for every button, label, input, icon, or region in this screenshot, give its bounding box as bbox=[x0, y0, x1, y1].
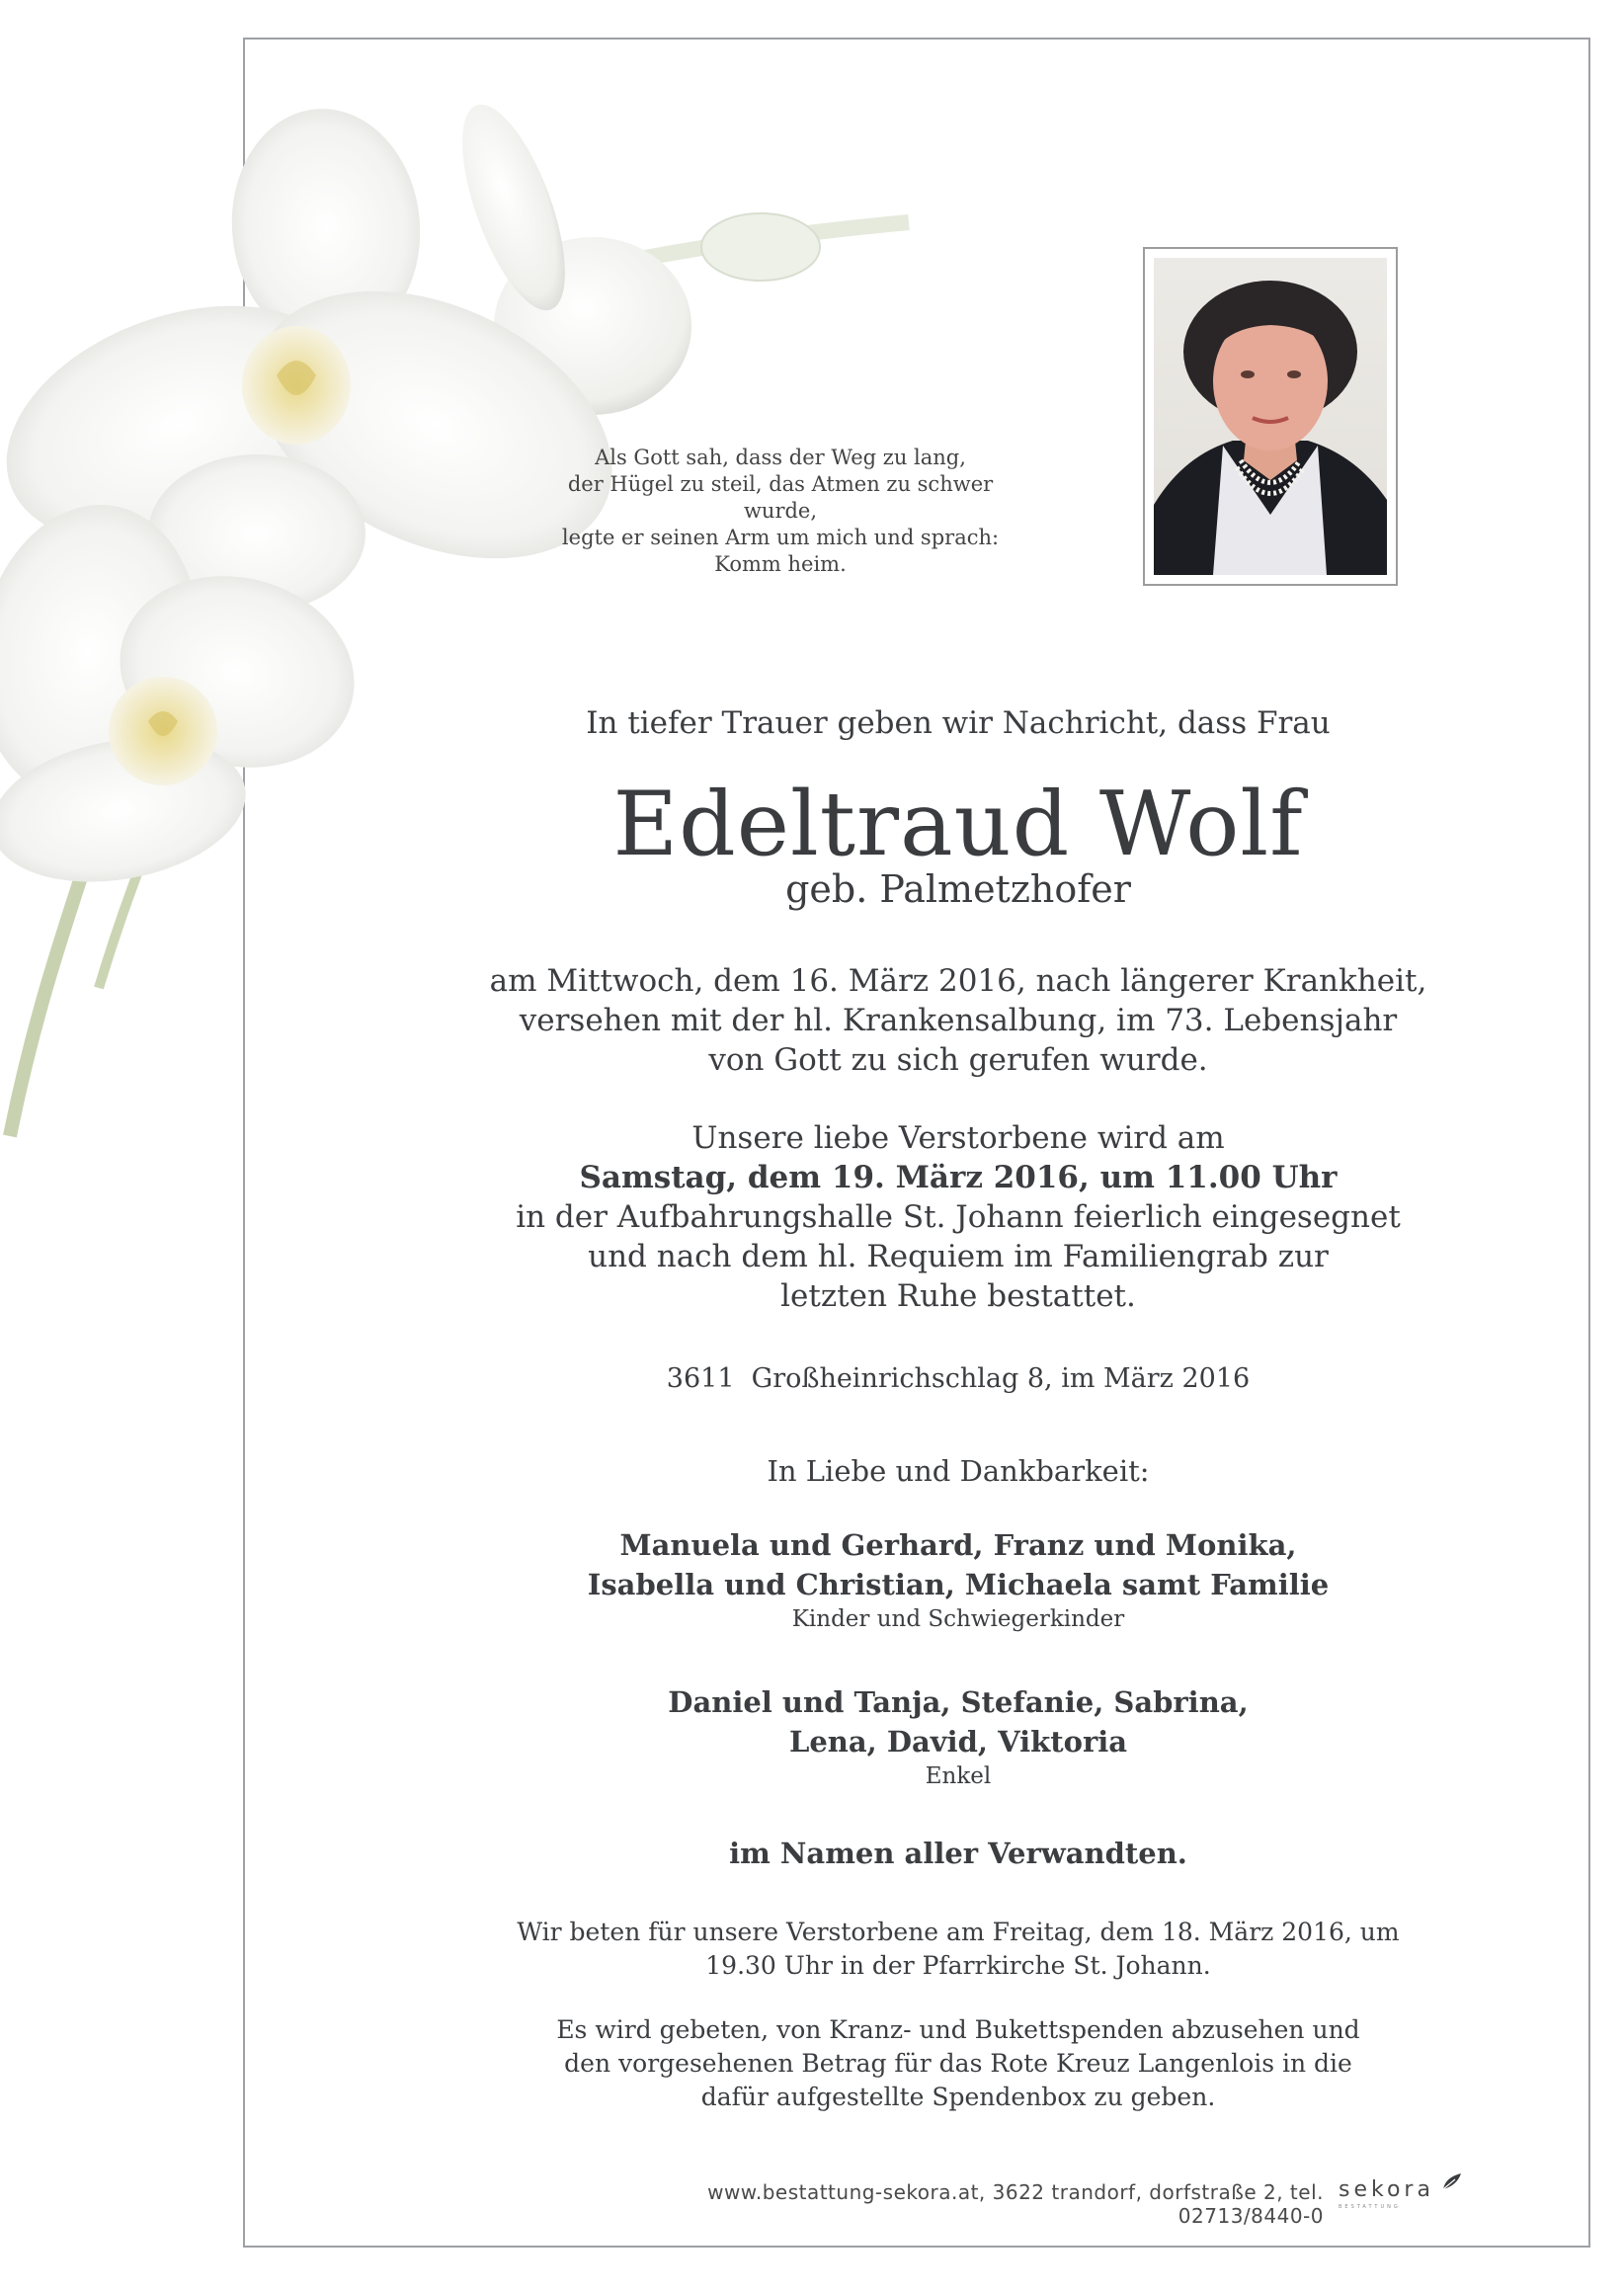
thanks-heading: In Liebe und Dankbarkeit: bbox=[767, 1454, 1150, 1488]
sekora-logo bbox=[1339, 2173, 1467, 2213]
poem-line: wurde, bbox=[743, 499, 818, 523]
logo-subtitle: BESTATTUNG bbox=[1339, 2204, 1401, 2210]
leaf-icon bbox=[1441, 2171, 1463, 2193]
donation-line: den vorgesehenen Betrag für das Rote Kreuz Langenlois in die bbox=[564, 2049, 1352, 2078]
grandchildren-role: Enkel bbox=[925, 1763, 992, 1789]
logo-word: sekora bbox=[1339, 2177, 1434, 2202]
footer-contact: www.bestattung-sekora.at, 3622 trandorf, dorfstraße 2, tel. 02713/8440-0 bbox=[707, 2180, 1324, 2228]
funeral-line: und nach dem hl. Requiem im Familiengrab zur bbox=[588, 1239, 1329, 1274]
relatives-line: im Namen aller Verwandten. bbox=[729, 1837, 1187, 1870]
prayer-notice bbox=[425, 1916, 1492, 1983]
poem-line: Als Gott sah, dass der Weg zu lang, bbox=[595, 446, 966, 469]
portrait-illustration bbox=[1154, 258, 1387, 575]
funeral-line: Unsere liebe Verstorbene wird am bbox=[691, 1120, 1225, 1156]
poem-line: Komm heim. bbox=[714, 552, 847, 576]
portrait-photo bbox=[1154, 258, 1387, 575]
poem-line: der Hügel zu steil, das Atmen zu schwer bbox=[567, 472, 994, 496]
deceased-name: Edeltraud Wolf bbox=[612, 773, 1304, 876]
death-line: versehen mit der hl. Krankensalbung, im 73. Lebensjahr bbox=[519, 1003, 1398, 1038]
portrait-photo-frame bbox=[1143, 247, 1398, 586]
death-line: am Mittwoch, dem 16. März 2016, nach längerer Krankheit, bbox=[489, 963, 1427, 999]
death-line: von Gott zu sich gerufen wurde. bbox=[708, 1042, 1208, 1078]
place-date: 3611 Großheinrichschlag 8, im März 2016 bbox=[666, 1363, 1251, 1394]
funeral-info bbox=[425, 1118, 1492, 1316]
funeral-line: letzten Ruhe bestattet. bbox=[780, 1278, 1136, 1314]
children-names: Isabella und Christian, Michaela samt Familie bbox=[587, 1568, 1330, 1601]
children-block bbox=[425, 1525, 1492, 1634]
poem-line: legte er seinen Arm um mich und sprach: bbox=[561, 526, 1000, 549]
poem bbox=[533, 445, 1027, 578]
donation-line: dafür aufgestellte Spendenbox zu geben. bbox=[700, 2083, 1216, 2111]
grandchildren-names: Daniel und Tanja, Stefanie, Sabrina, bbox=[668, 1685, 1249, 1719]
donation-line: Es wird gebeten, von Kranz- und Bukettspenden abzusehen und bbox=[556, 2015, 1360, 2044]
intro-text: In tiefer Trauer geben wir Nachricht, dass Frau bbox=[586, 705, 1331, 741]
prayer-line: 19.30 Uhr in der Pfarrkirche St. Johann. bbox=[705, 1951, 1211, 1980]
children-names: Manuela und Gerhard, Franz und Monika, bbox=[619, 1528, 1297, 1562]
prayer-line: Wir beten für unsere Verstorbene am Freitag, dem 18. März 2016, um bbox=[517, 1918, 1400, 1946]
funeral-line: in der Aufbahrungshalle St. Johann feierlich eingesegnet bbox=[516, 1199, 1401, 1235]
funeral-date: Samstag, dem 19. März 2016, um 11.00 Uhr bbox=[579, 1160, 1338, 1195]
grandchildren-names: Lena, David, Viktoria bbox=[788, 1725, 1128, 1759]
death-notice bbox=[425, 961, 1492, 1080]
birth-name: geb. Palmetzhofer bbox=[785, 867, 1131, 911]
donation-notice bbox=[425, 2013, 1492, 2114]
children-role: Kinder und Schwiegerkinder bbox=[791, 1606, 1125, 1632]
grandchildren-block bbox=[425, 1682, 1492, 1791]
